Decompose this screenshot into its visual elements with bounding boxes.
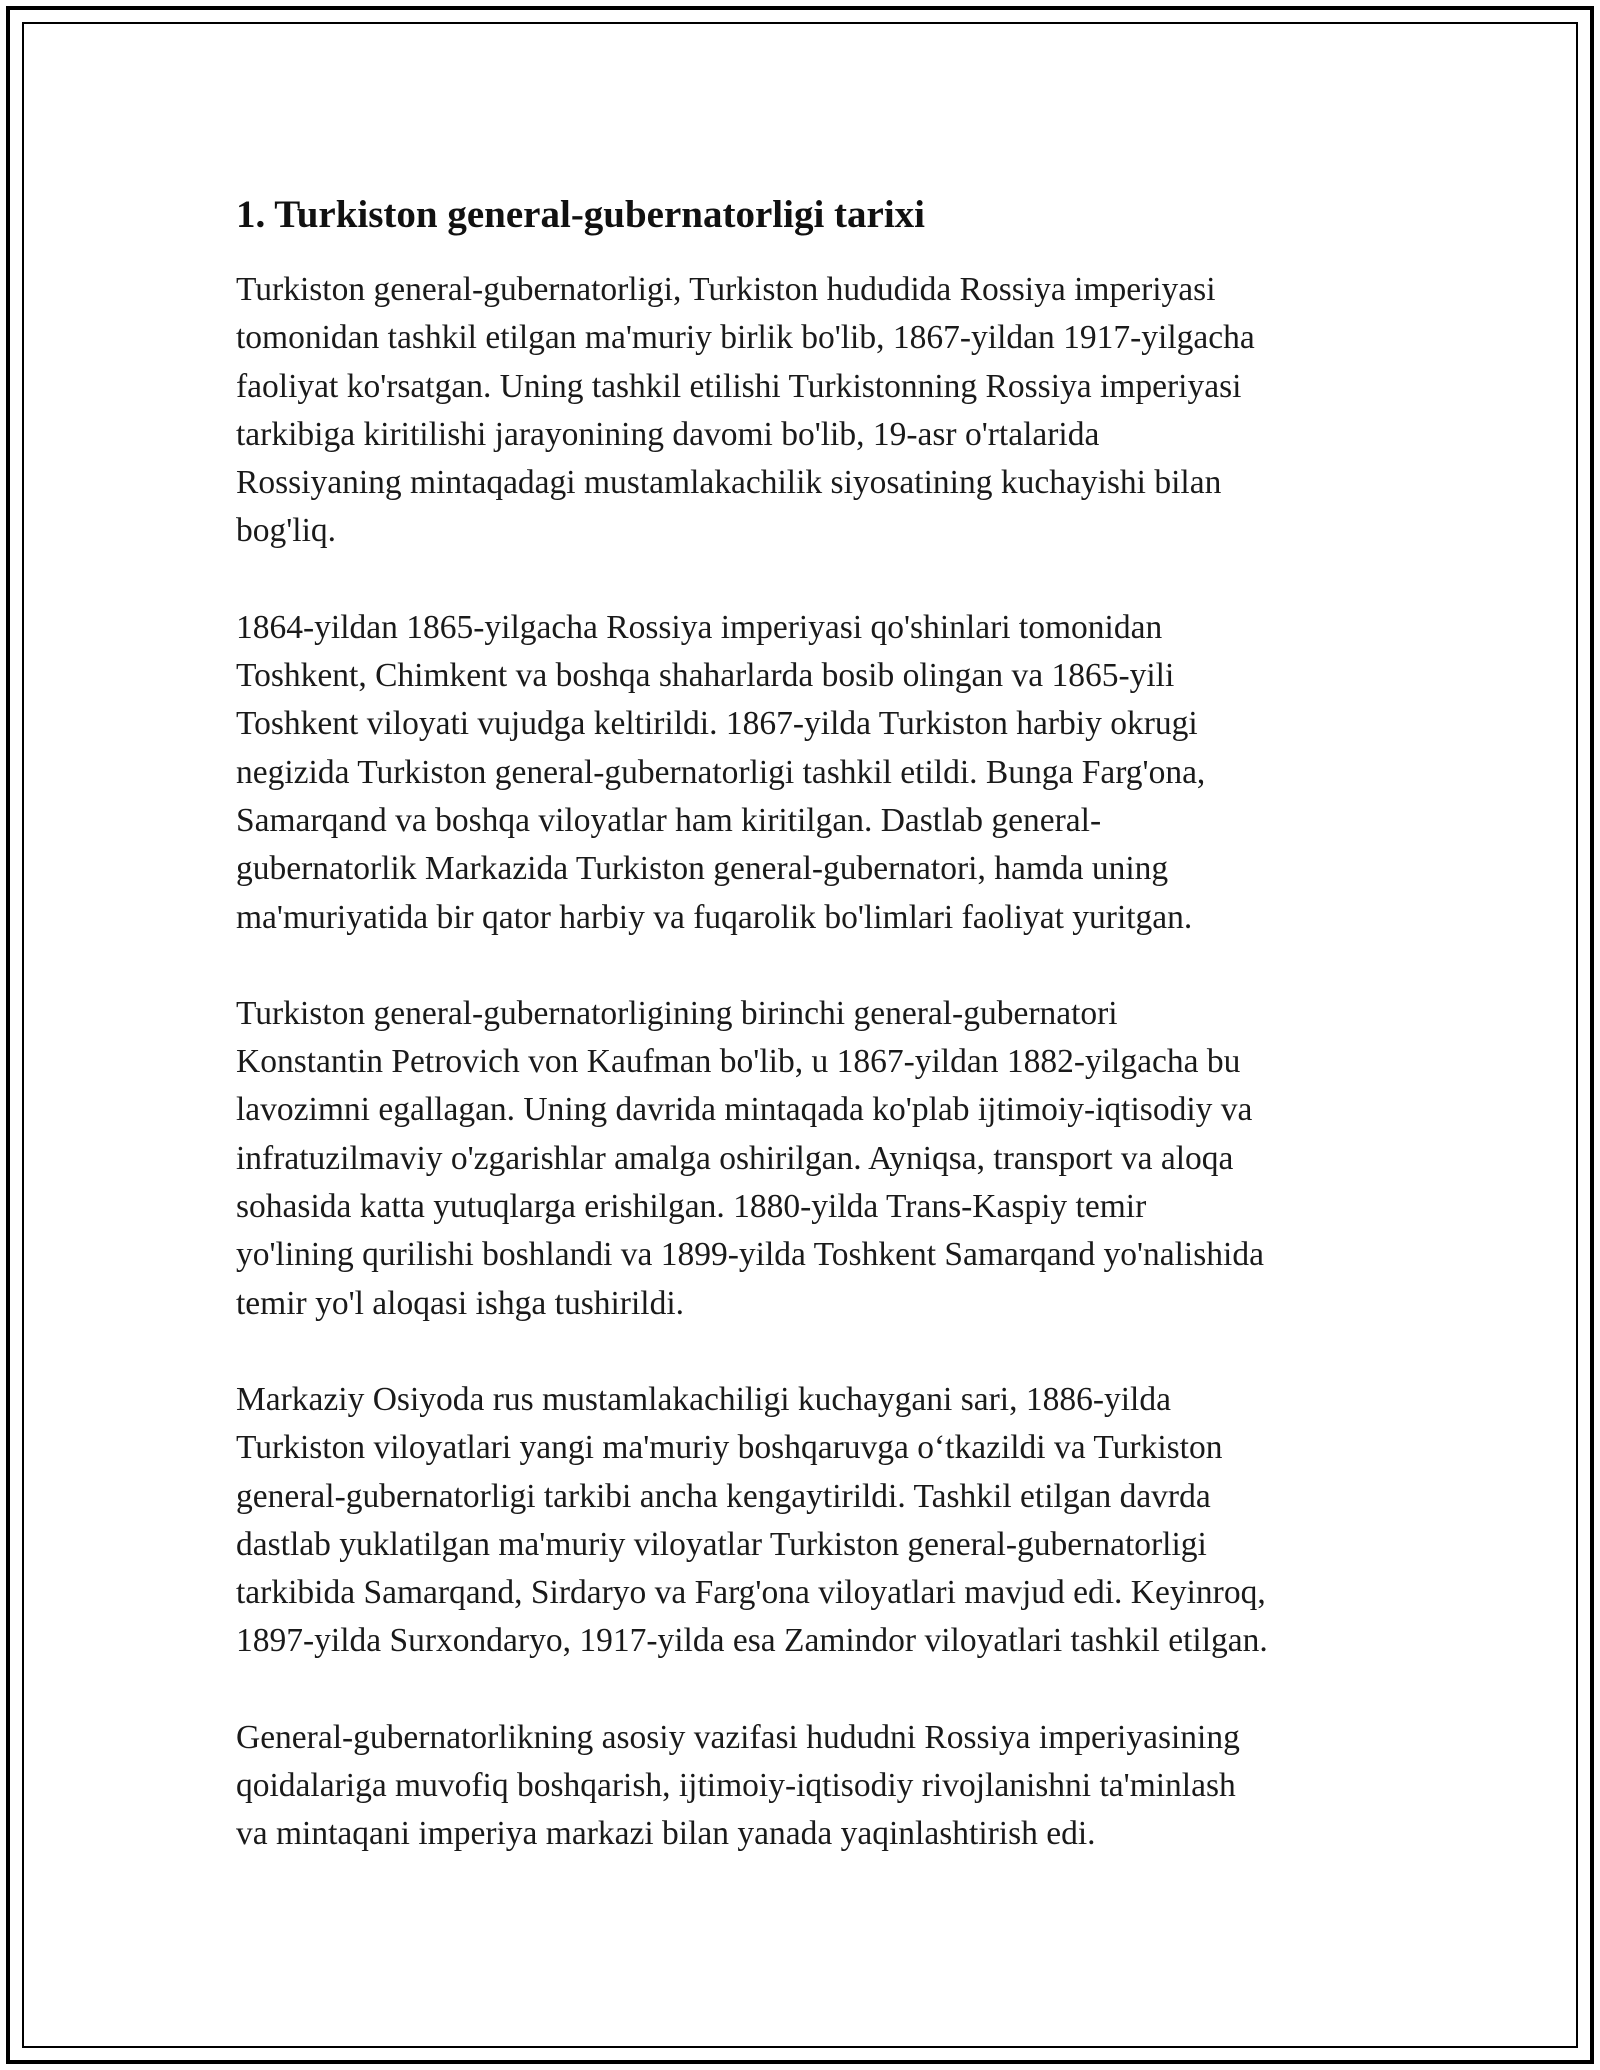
paragraph-line: Konstantin Petrovich von Kaufman bo'lib, u 1867-yildan 1882-yilgacha bu: [236, 1043, 1241, 1081]
paragraph: [236, 1376, 1376, 1666]
paragraph-line: Toshkent viloyati vujudga keltirildi. 1867-yilda Turkiston harbiy okrugi: [236, 705, 1198, 743]
paragraph-line: Rossiyaning mintaqadagi mustamlakachilik siyosatining kuchayishi bilan: [236, 464, 1222, 502]
paragraph-line: general-gubernatorligi tarkibi ancha kengaytirildi. Tashkil etilgan davrda: [236, 1477, 1211, 1515]
paragraph-line: negizida Turkiston general-gubernatorligi tashkil etildi. Bunga Farg'ona,: [236, 753, 1206, 791]
paragraph-line: faoliyat ko'rsatgan. Uning tashkil etilishi Turkistonning Rossiya imperiyasi: [236, 367, 1242, 405]
paragraph: [236, 266, 1376, 556]
paragraph-line: tomonidan tashkil etilgan ma'muriy birlik bo'lib, 1867-yildan 1917-yilgacha: [236, 319, 1255, 357]
paragraph: [236, 604, 1376, 942]
paragraph-line: Markaziy Osiyoda rus mustamlakachiligi kuchaygani sari, 1886-yilda: [236, 1380, 1171, 1418]
paragraph-line: ma'muriyatida bir qator harbiy va fuqarolik bo'limlari faoliyat yuritgan.: [236, 898, 1193, 936]
paragraph-line: lavozimni egallagan. Uning davrida mintaqada ko'plab ijtimoiy-iqtisodiy va: [236, 1091, 1253, 1129]
paragraph-line: Turkiston viloyatlari yangi ma'muriy boshqaruvga o‘tkazildi va Turkiston: [236, 1429, 1223, 1467]
paragraph-line: temir yo'l aloqasi ishga tushirildi.: [236, 1284, 684, 1322]
paragraph-line: General-gubernatorlikning asosiy vazifasi hududni Rossiya imperiyasining: [236, 1718, 1240, 1756]
paragraph-list: [236, 266, 1376, 1859]
document-body: [236, 187, 1376, 1859]
paragraph-line: Turkiston general-gubernatorligi, Turkiston hududida Rossiya imperiyasi: [236, 271, 1216, 308]
paragraph-line: infratuzilmaviy o'zgarishlar amalga oshirilgan. Ayniqsa, transport va aloqa: [236, 1139, 1234, 1177]
paragraph-line: Turkiston general-gubernatorligining birinchi general-gubernatori: [236, 994, 1118, 1032]
paragraph-line: gubernatorlik Markazida Turkiston general-gubernatori, hamda uning: [236, 850, 1169, 888]
paragraph-line: tarkibida Samarqand, Sirdaryo va Farg'ona viloyatlari mavjud edi. Keyinroq,: [236, 1574, 1266, 1612]
paragraph-line: tarkibiga kiritilishi jarayonining davomi bo'lib, 19-asr o'rtalarida: [236, 415, 1100, 453]
paragraph-line: yo'lining qurilishi boshlandi va 1899-yilda Toshkent Samarqand yo'nalishida: [236, 1236, 1264, 1274]
paragraph-line: bog'liq.: [236, 512, 337, 550]
paragraph-line: Toshkent, Chimkent va boshqa shaharlarda bosib olingan va 1865-yili: [236, 657, 1175, 695]
paragraph: [236, 990, 1376, 1328]
paragraph-line: Samarqand va boshqa viloyatlar ham kiritilgan. Dastlab general-: [236, 801, 1102, 839]
document-title: 1. Turkiston general-gubernatorligi tarixi: [236, 193, 926, 236]
paragraph-line: va mintaqani imperiya markazi bilan yanada yaqinlashtirish edi.: [236, 1815, 1096, 1853]
paragraph-line: qoidalariga muvofiq boshqarish, ijtimoiy-iqtisodiy rivojlanishni ta'minlash: [236, 1767, 1236, 1805]
paragraph-line: dastlab yuklatilgan ma'muriy viloyatlar Turkiston general-gubernatorligi: [236, 1525, 1207, 1563]
paragraph-line: sohasida katta yutuqlarga erishilgan. 1880-yilda Trans-Kaspiy temir: [236, 1188, 1147, 1226]
paragraph-line: 1897-yilda Surxondaryo, 1917-yilda esa Zamindor viloyatlari tashkil etilgan.: [236, 1622, 1268, 1660]
paragraph-line: 1864-yildan 1865-yilgacha Rossiya imperiyasi qo'shinlari tomonidan: [236, 608, 1163, 646]
paragraph: [236, 1714, 1376, 1859]
